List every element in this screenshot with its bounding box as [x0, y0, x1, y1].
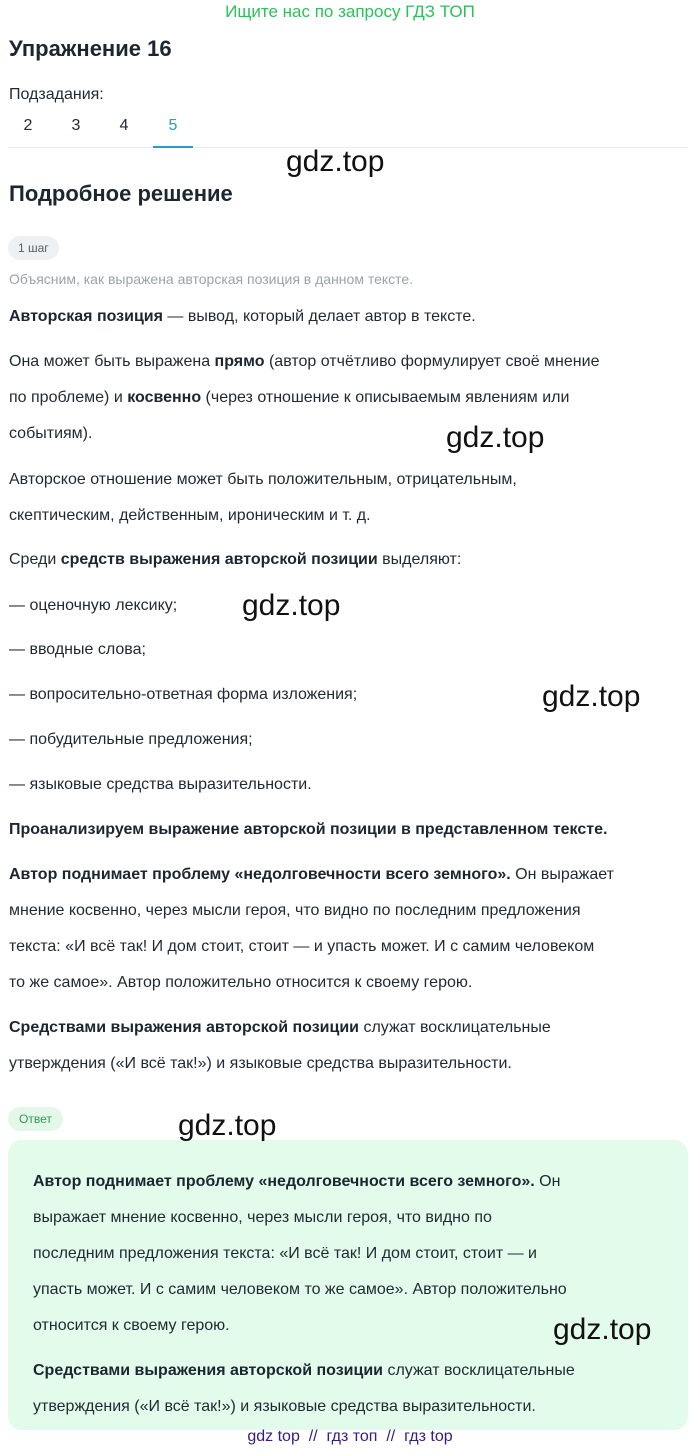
text: скептическим, действенным, ироническим и т. д.: [9, 507, 371, 524]
list-item: — побудительные предложения;: [9, 731, 253, 748]
term-means: средств выражения авторской позиции: [60, 551, 378, 568]
subtask-tab-4[interactable]: 4: [119, 117, 129, 134]
text: событиям).: [9, 425, 93, 442]
analysis-heading: Проанализируем выражение авторской позиции в представленном тексте.: [9, 821, 608, 838]
footer-link-gdz-top[interactable]: gdz top: [247, 1428, 300, 1445]
text: то же самое». Автор положительно относится к своему герою.: [9, 974, 473, 991]
text: последним предложения текста: «И всё так! И дом стоит, стоит — и: [33, 1245, 537, 1262]
subtask-tab-2[interactable]: 2: [23, 117, 33, 134]
text: (автор отчётливо формулирует своё мнение: [264, 353, 600, 370]
footer-separator: //: [386, 1428, 396, 1445]
term-means-used: Средствами выражения авторской позиции: [9, 1019, 359, 1036]
watermark: gdz.top: [446, 421, 545, 454]
problem-statement: Автор поднимает проблему «недолговечности всего земного».: [9, 866, 511, 883]
paragraph-author-position: [9, 299, 689, 335]
subtasks-label: Подзадания:: [9, 86, 104, 103]
text: Авторское отношение может быть положительным, отрицательным,: [9, 471, 517, 488]
step-badge: 1 шаг: [8, 236, 59, 260]
footer-link-gdz-top-mixed[interactable]: гдз top: [404, 1428, 453, 1445]
step-hint: Объясним, как выражена авторская позиция в данном тексте.: [9, 271, 414, 287]
answer-badge: Ответ: [8, 1107, 63, 1131]
text: выделяют:: [377, 551, 462, 568]
answer-paragraph-2: [33, 1353, 673, 1425]
text: упасть может. И с самим человеком то же самое». Автор положительно: [33, 1281, 567, 1298]
watermark: gdz.top: [286, 145, 385, 178]
subtask-tab-5[interactable]: 5: [153, 117, 193, 148]
text: текста: «И всё так! И дом стоит, стоит — и упасть может. И с самим человеком: [9, 938, 595, 955]
watermark: gdz.top: [178, 1109, 277, 1142]
text: Она может быть выражена: [9, 353, 215, 370]
text: Он: [534, 1173, 561, 1190]
paragraph-means-used: [9, 1010, 689, 1082]
paragraph-analysis-intro: [9, 812, 689, 848]
solution-heading: Подробное решение: [9, 181, 233, 206]
text: выражает мнение косвенно, через мысли героя, что видно по: [33, 1209, 492, 1226]
watermark: gdz.top: [542, 680, 641, 713]
page-title: Упражнение 16: [9, 36, 172, 61]
term-direct: прямо: [214, 353, 265, 370]
list-item: — языковые средства выразительности.: [9, 776, 312, 793]
search-banner: Ищите нас по запросу ГДЗ ТОП: [225, 2, 475, 21]
watermark: gdz.top: [242, 589, 341, 622]
text: Он выражает: [510, 866, 614, 883]
text: служат восклицательные: [383, 1362, 575, 1379]
list-item: — оценочную лексику;: [9, 597, 178, 614]
watermark: gdz.top: [553, 1313, 652, 1346]
text: Среди: [9, 551, 61, 568]
text: мнение косвенно, через мысли героя, что видно по последним предложения: [9, 902, 581, 919]
text: утверждения («И всё так!») и языковые средства выразительности.: [9, 1055, 512, 1072]
definition-text: — вывод, который делает автор в тексте.: [162, 308, 476, 325]
subtasks-tabs: [8, 114, 688, 148]
list-item: — вопросительно-ответная форма изложения;: [9, 686, 358, 703]
text: служат восклицательные: [359, 1019, 551, 1036]
text: утверждения («И всё так!») и языковые средства выразительности.: [33, 1398, 536, 1415]
text: по проблеме) и: [9, 389, 128, 406]
paragraph-attitude-types: [9, 462, 689, 534]
paragraph-direct-indirect: [9, 344, 689, 452]
answer-means-term: Средствами выражения авторской позиции: [33, 1362, 383, 1379]
list-item: — вводные слова;: [9, 641, 146, 658]
subtask-tab-3[interactable]: 3: [71, 117, 81, 134]
footer-separator: //: [308, 1428, 318, 1445]
text: (через отношение к описываемым явлениям или: [201, 389, 570, 406]
term-indirect: косвенно: [127, 389, 202, 406]
footer-links: [0, 1428, 700, 1446]
paragraph-analysis: [9, 857, 689, 1001]
term-author-position: Авторская позиция: [9, 308, 163, 325]
footer-link-gdz-top-ru[interactable]: гдз топ: [326, 1428, 378, 1445]
answer-problem-statement: Автор поднимает проблему «недолговечности всего земного».: [33, 1173, 535, 1190]
paragraph-means-intro: [9, 542, 689, 578]
text: относится к своему герою.: [33, 1317, 230, 1334]
